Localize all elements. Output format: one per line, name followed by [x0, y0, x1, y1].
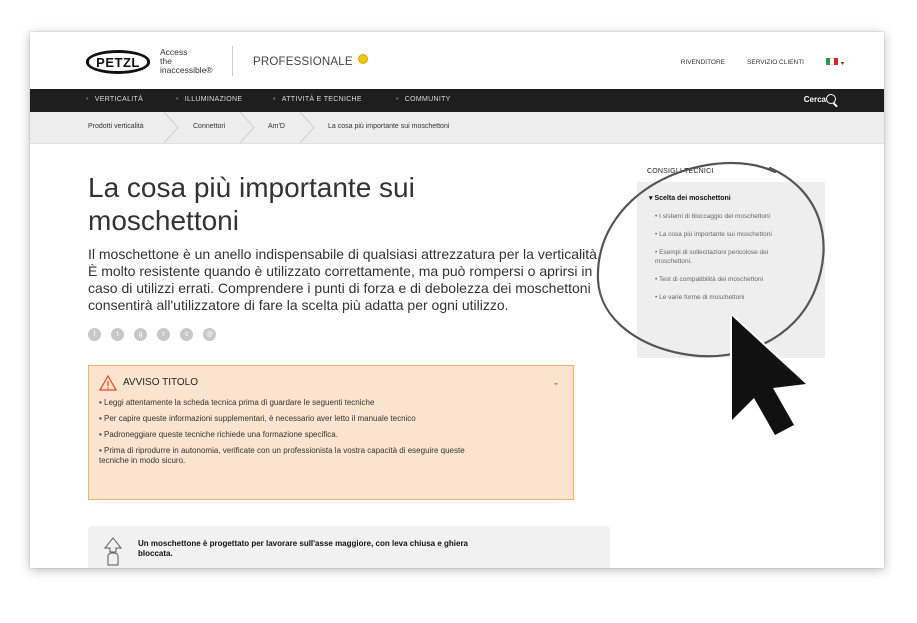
nav-item-attivita-e-tecniche[interactable]: • ATTIVITÀ E TECNICHE: [273, 96, 362, 103]
search-icon[interactable]: [826, 94, 836, 104]
chevron-down-icon: ▾: [840, 61, 844, 67]
top-links: [681, 58, 844, 67]
header-divider: [232, 46, 233, 76]
sidebar-item[interactable]: • I sistemi di bloccaggio dei moschettoni: [655, 213, 770, 220]
warning-icon: [99, 375, 117, 391]
nav-item-label: COMMUNITY: [404, 96, 451, 103]
nav-item-illuminazione[interactable]: • ILLUMINAZIONE: [176, 96, 243, 103]
breadcrumb-item[interactable]: Connettori: [193, 123, 226, 130]
sidebar-item[interactable]: • Test di compatibilità dei moschettoni: [655, 276, 764, 283]
pro-dot-icon: [358, 54, 368, 64]
tagline-line: the: [160, 56, 172, 66]
warning-title: AVVISO TITOLO: [123, 377, 199, 388]
warning-item: • Prima di riprodurre in autonomia, verificate con un professionista la vostra capacità di eseguire queste tecniche in modo sicuro.: [99, 446, 465, 465]
warning-item: • Per capire queste informazioni supplementari, è necessario aver letto il manuale tecnico: [99, 414, 416, 423]
tagline: [160, 48, 230, 75]
breadcrumb-item[interactable]: Prodotti verticalità: [88, 123, 144, 130]
warning-item: • Padroneggiare queste tecniche richiede una formazione specifica.: [99, 430, 338, 439]
breadcrumb-item[interactable]: Am'D: [268, 123, 285, 130]
warning-box: [88, 365, 574, 500]
twitter-icon[interactable]: t: [111, 328, 124, 341]
sidebar-menu: [637, 182, 825, 358]
breadcrumb-current: La cosa più importante sui moschettoni: [328, 123, 450, 130]
page-title: La cosa più importante sui moschettoni: [88, 172, 415, 236]
stumbleupon-icon[interactable]: s: [180, 328, 193, 341]
tagline-line: inaccessible®: [160, 65, 213, 75]
googleplus-icon[interactable]: g: [134, 328, 147, 341]
warning-list: [99, 398, 469, 472]
tip-box: [88, 526, 610, 568]
sidebar-heading: CONSIGLI TECNICI: [647, 168, 714, 175]
main-nav: [30, 89, 884, 112]
nav-item-label: ILLUMINAZIONE: [184, 96, 243, 103]
breadcrumb-separator-icon: [240, 112, 256, 143]
italy-flag-icon: [826, 58, 838, 65]
sidebar-list: [655, 212, 775, 311]
nav-item-community[interactable]: • COMMUNITY: [396, 96, 451, 103]
breadcrumb: [30, 112, 884, 144]
logo-text: PETZL: [96, 54, 140, 70]
section-link-professionale[interactable]: [253, 54, 368, 68]
carabiner-axis-icon: [102, 536, 124, 566]
language-selector[interactable]: [826, 58, 844, 67]
social-share-bar: [88, 328, 216, 341]
tagline-line: Access: [160, 47, 188, 57]
sidebar-section-toggle[interactable]: ▾ Scelta dei moschettoni: [649, 195, 731, 202]
site-header: [30, 32, 884, 89]
sidebar-item[interactable]: • La cosa più importante sui moschettoni: [655, 231, 772, 238]
intro-paragraph: Il moschettone è un anello indispensabile di qualsiasi attrezzatura per la verticalità. È molto resistente quando è utilizzato correttamente, ma può rompersi o aprirsi in caso di utilizzi errati. Comprendere i punti di forza e di debolezza dei moschettoni consentirà all'utilizzatore di fare la scelta più adatta per ogni utilizzo.: [88, 246, 601, 313]
browser-page: [30, 32, 884, 568]
breadcrumb-separator-icon: [164, 112, 180, 143]
sidebar-item[interactable]: • Le varie forme di moschettoni: [655, 294, 745, 301]
search-button[interactable]: Cerca: [803, 95, 826, 104]
email-icon[interactable]: @: [203, 328, 216, 341]
breadcrumb-separator-icon: [300, 112, 316, 143]
warning-item: • Leggi attentamente la scheda tecnica prima di guardare le seguenti tecniche: [99, 398, 375, 407]
link-rivenditore[interactable]: RIVENDITORE: [680, 59, 726, 66]
tip-text: Un moschettone è progettato per lavorare sull'asse maggiore, con leva chiusa e ghiera bloccata.: [138, 539, 469, 558]
sidebar-item[interactable]: • Esempi di sollecitazioni pericolose dei moschettoni.: [655, 249, 769, 265]
section-label: PROFESSIONALE: [253, 56, 353, 68]
facebook-icon[interactable]: f: [88, 328, 101, 341]
nav-item-verticalita[interactable]: • VERTICALITÀ: [86, 96, 144, 103]
nav-item-label: ATTIVITÀ E TECNICHE: [281, 96, 362, 103]
collapse-button[interactable]: -: [554, 376, 558, 390]
reddit-icon[interactable]: r: [157, 328, 170, 341]
link-servizio-clienti[interactable]: SERVIZIO CLIENTI: [747, 59, 804, 66]
petzl-logo[interactable]: [86, 50, 150, 74]
nav-item-label: VERTICALITÀ: [94, 96, 144, 103]
